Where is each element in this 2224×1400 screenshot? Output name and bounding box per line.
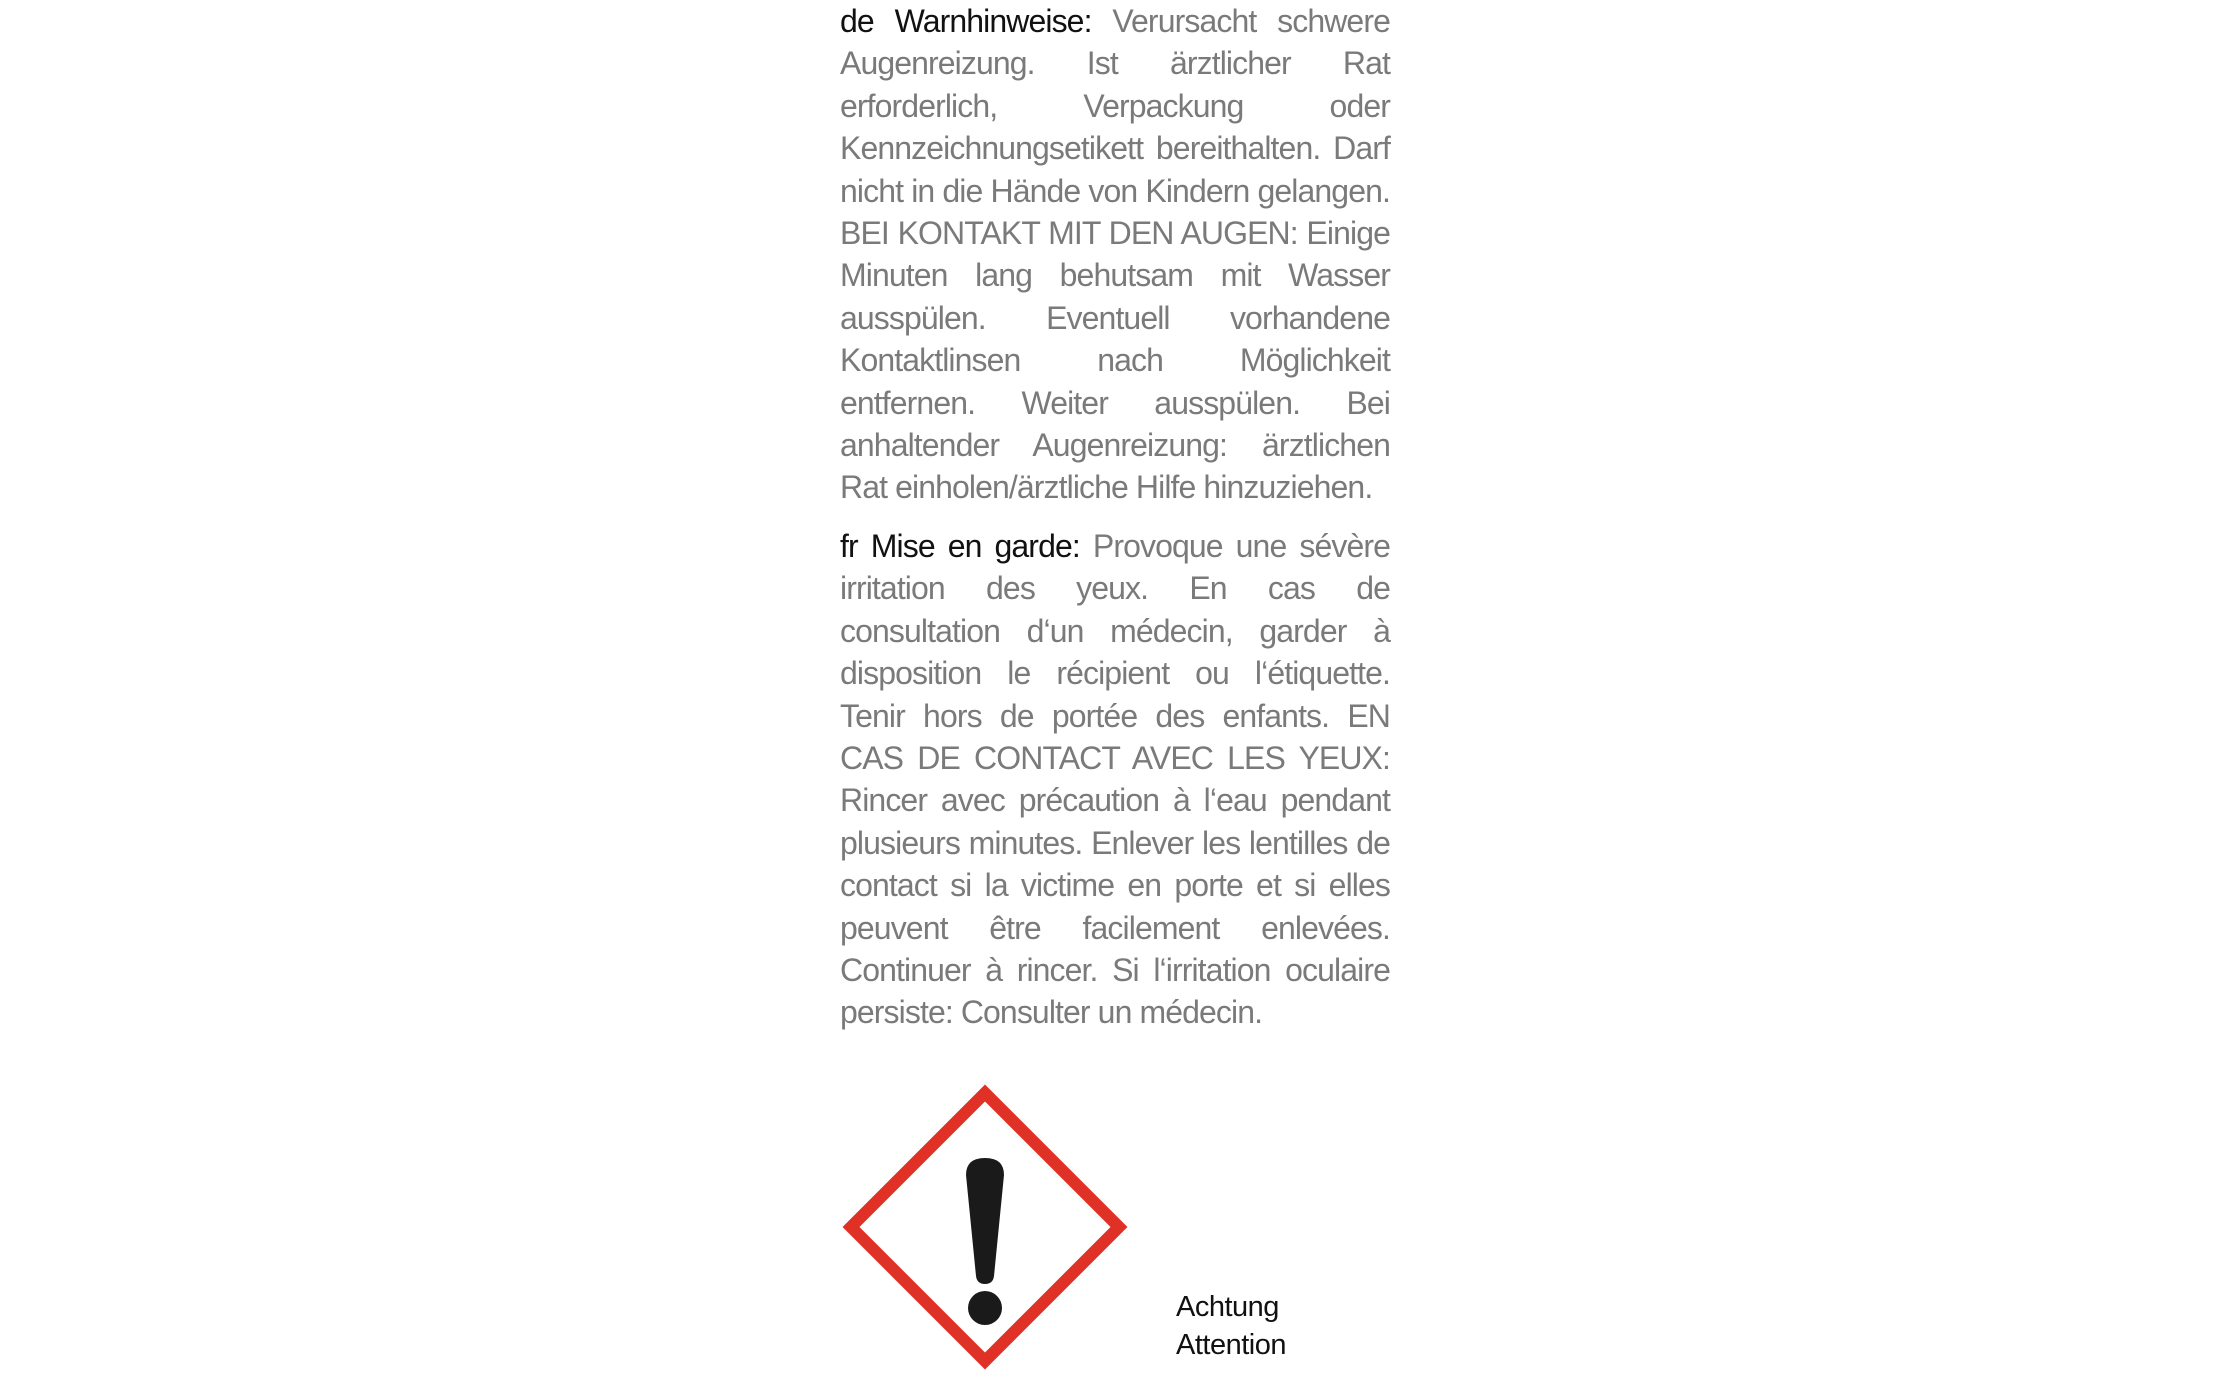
signal-word-fr: Attention: [1176, 1329, 1286, 1361]
warning-fr-heading: fr Mise en garde:: [840, 527, 1080, 564]
warning-de-heading: de Warnhinweise:: [840, 3, 1092, 39]
ghs07-exclamation-mark-icon: [838, 1080, 1132, 1374]
warning-de-paragraph: [840, 0, 1390, 509]
warning-de-text: Verursacht schwere Augenreizung. Ist ärztlicher Rat erforderlich, Verpackung oder Kennzeichnungsetikett bereithalten. Darf nicht in die Hände von Kindern gelangen. BEI KONTAKT MIT DEN AUGEN: Einige Minuten lang behutsam mit Wasser ausspülen. Eventuell vorhandene Kontaktlinsen nach Möglichkeit entfernen. Weiter ausspülen. Bei anhaltender Augenreizung: ärztlichen Rat einholen/ärztliche Hilfe hinzuziehen.: [840, 3, 1390, 506]
warning-fr-paragraph: [840, 525, 1390, 1034]
hazard-label-text: [840, 0, 1390, 1034]
exclamation-dot: [968, 1291, 1002, 1325]
signal-words: [1176, 1288, 1286, 1364]
signal-word-de: Achtung: [1176, 1291, 1279, 1323]
warning-fr-text: Provoque une sévère irritation des yeux. En cas de consultation d‘un médecin, garder à disposition le récipient ou l‘étiquette. Tenir hors de portée des enfants. EN CAS DE CONTACT AVEC LES YEUX: Rincer avec précaution à l‘eau pendant plusieurs minutes. Enlever les lentilles de contact si la victime en porte et si elles peuvent être facilement enlevées. Continuer à rincer. Si l‘irritation oculaire persiste: Consulter un médecin.: [840, 527, 1391, 1031]
